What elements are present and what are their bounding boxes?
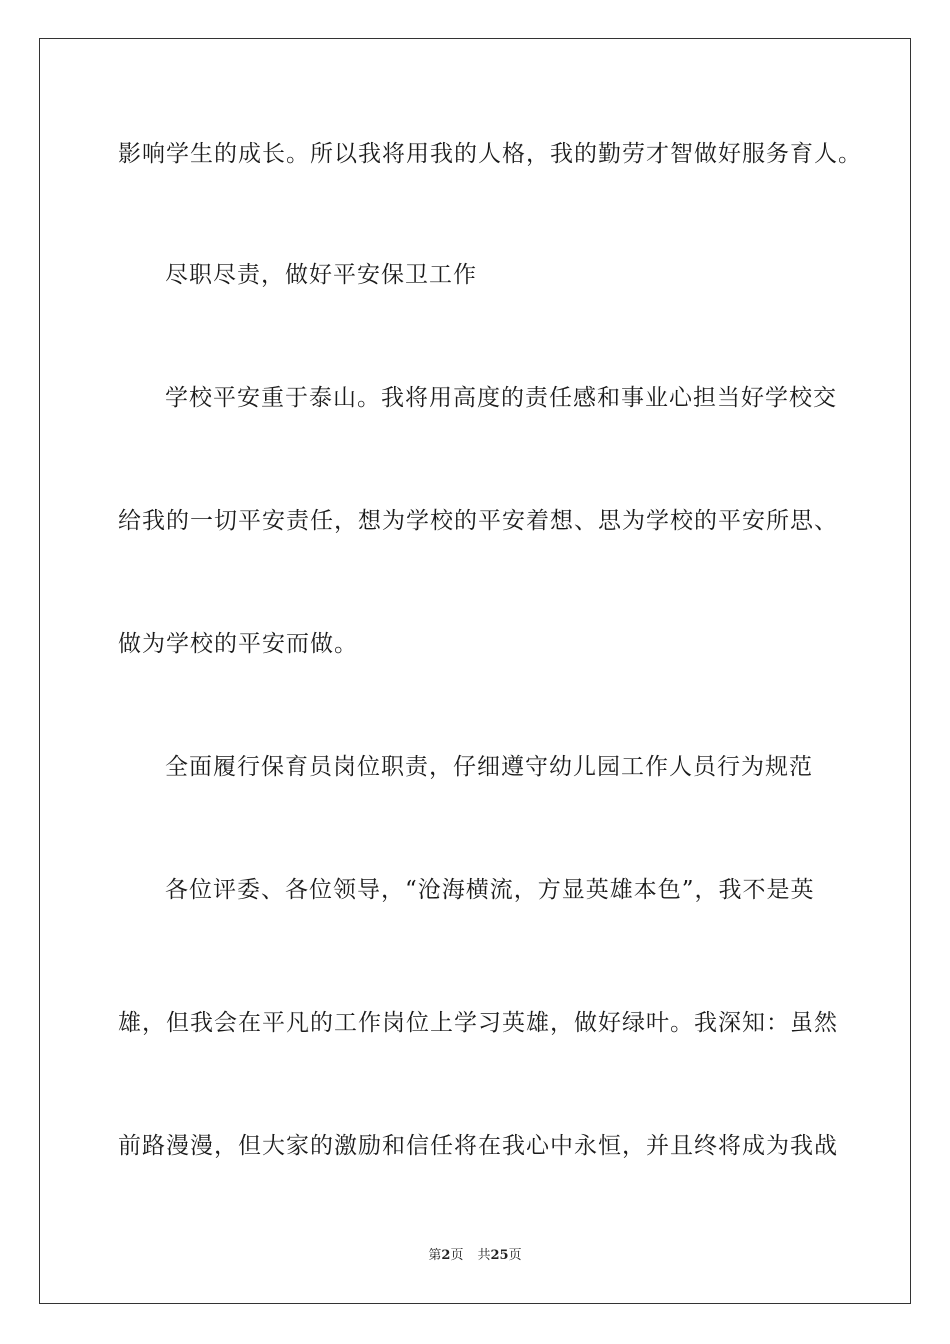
body-text-line: 给我的一切平安责任，想为学校的平安着想、思为学校的平安所思、	[118, 508, 838, 534]
footer-page-prefix: 第	[428, 1248, 442, 1263]
body-text-line: 做为学校的平安而做。	[118, 631, 358, 657]
page-footer	[0, 1248, 950, 1264]
footer-page-number: 2	[441, 1248, 451, 1263]
footer-total-suffix: 页	[508, 1248, 522, 1263]
body-text-line: 前路漫漫，但大家的激励和信任将在我心中永恒，并且终将成为我战	[118, 1133, 838, 1159]
footer-total-pages: 25	[490, 1248, 509, 1263]
body-text-line: 影响学生的成长。所以我将用我的人格，我的勤劳才智做好服务育人。	[118, 141, 862, 167]
body-text-line: 雄，但我会在平凡的工作岗位上学习英雄，做好绿叶。我深知：虽然	[118, 1010, 838, 1036]
section-heading: 尽职尽责，做好平安保卫工作	[165, 262, 477, 288]
page-border	[39, 38, 911, 1304]
paragraph-first-line: 各位评委、各位领导，“沧海横流，方显英雄本色”，我不是英	[165, 877, 815, 903]
footer-total-prefix: 共	[477, 1248, 491, 1263]
section-heading: 全面履行保育员岗位职责，仔细遵守幼儿园工作人员行为规范	[165, 754, 813, 780]
footer-page-suffix: 页	[450, 1248, 464, 1263]
paragraph-first-line: 学校平安重于泰山。我将用高度的责任感和事业心担当好学校交	[165, 385, 837, 411]
